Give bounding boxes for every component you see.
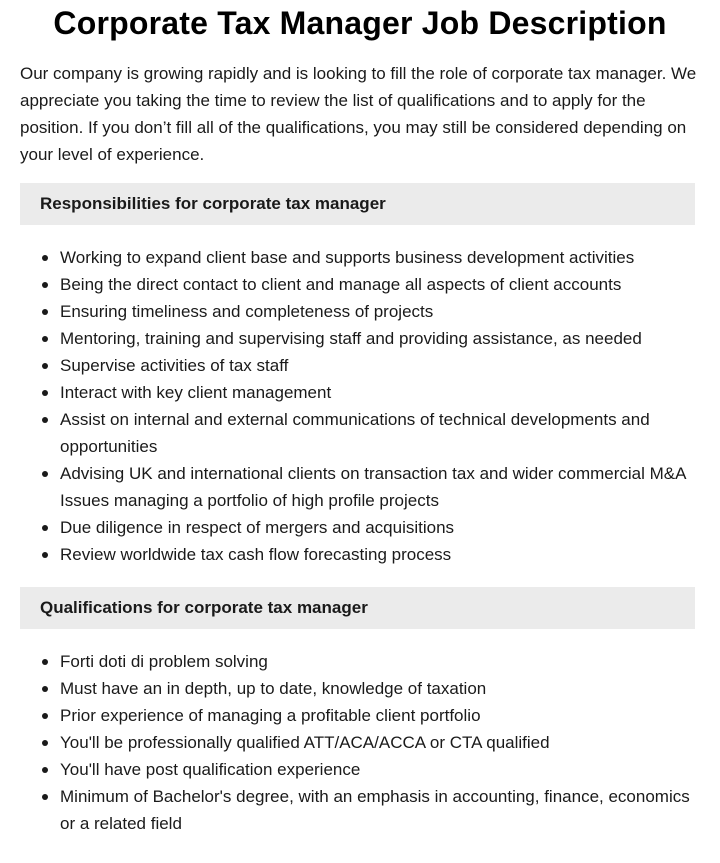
bullet-icon [42,740,48,746]
list-item-text: Forti doti di problem solving [60,652,268,671]
list-item [60,729,700,756]
list-item [60,298,700,325]
responsibilities-list [20,244,700,568]
list-item [60,325,700,352]
bullet-icon [42,417,48,423]
list-item-text: You'll have post qualification experience [60,760,361,779]
list-item [60,675,700,702]
bullet-icon [42,794,48,800]
list-item [60,460,700,514]
list-item-text: Advising UK and international clients on transaction tax and wider commercial M&A Issues managing a portfolio of high profile projects [60,464,686,510]
list-item [60,406,700,460]
intro-paragraph: Our company is growing rapidly and is looking to fill the role of corporate tax manager. We appreciate you taking the time to review the list of qualifications and to apply for the position. If you don’t fill all of the qualifications, you may still be considered depending on your level of experience. [20,64,697,164]
bullet-icon [42,255,48,261]
bullet-icon [42,471,48,477]
list-item-text: Working to expand client base and supports business development activities [60,248,635,267]
bullet-icon [42,282,48,288]
list-item-text: Due diligence in respect of mergers and acquisitions [60,518,455,537]
bullet-icon [42,525,48,531]
qualifications-list [20,648,700,837]
bullet-icon [42,713,48,719]
list-item [60,541,700,568]
list-item-text: Assist on internal and external communications of technical developments and opportunities [60,410,650,456]
list-item [60,783,700,837]
list-item-text: Supervise activities of tax staff [60,356,289,375]
list-item [60,648,700,675]
list-item [60,379,700,406]
page-title: Corporate Tax Manager Job Description [53,5,667,41]
bullet-icon [42,309,48,315]
bullet-icon [42,390,48,396]
qualifications-heading: Qualifications for corporate tax manager [20,587,695,629]
bullet-icon [42,659,48,665]
bullet-icon [42,686,48,692]
list-item-text: Mentoring, training and supervising staff and providing assistance, as needed [60,329,642,348]
list-item [60,352,700,379]
list-item-text: Review worldwide tax cash flow forecasting process [60,545,452,564]
list-item-text: Minimum of Bachelor's degree, with an emphasis in accounting, finance, economics or a related field [60,787,690,833]
list-item-text: Prior experience of managing a profitable client portfolio [60,706,481,725]
list-item [60,244,700,271]
responsibilities-heading: Responsibilities for corporate tax manager [20,183,695,225]
list-item [60,702,700,729]
list-item-text: You'll be professionally qualified ATT/ACA/ACCA or CTA qualified [60,733,550,752]
bullet-icon [42,336,48,342]
list-item-text: Interact with key client management [60,383,332,402]
list-item-text: Ensuring timeliness and completeness of projects [60,302,434,321]
list-item [60,514,700,541]
list-item [60,756,700,783]
list-item [60,271,700,298]
bullet-icon [42,552,48,558]
list-item-text: Being the direct contact to client and manage all aspects of client accounts [60,275,622,294]
bullet-icon [42,767,48,773]
bullet-icon [42,363,48,369]
list-item-text: Must have an in depth, up to date, knowledge of taxation [60,679,487,698]
